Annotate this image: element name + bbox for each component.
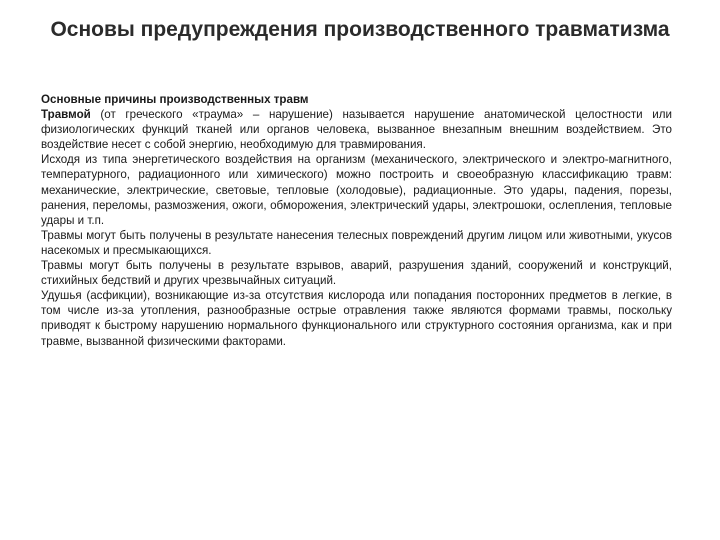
definition-text: (от греческого «траума» – нарушение) называется нарушение анатомической целостности или физиологических функций тканей или органов человека, вызванное внезапным внешним воздействием. Это воздействие несет с собой энергию, необходимую для травмирования. <box>41 108 672 152</box>
paragraph-classification: Исходя из типа энергетического воздействия на организм (механического, электрического и электро-магнитного, температурного, радиационного или химического) можно построить и своеобразную классификацию травм: механические, электрические, световые, тепловые (холодовые), радиационные. Это удары, падения, порезы, ранения, переломы, размозжения, ожоги, обморожения, электрический удары, электрошоки, ослепления, тепловые удары и т.п. <box>41 153 672 227</box>
paragraph-emergencies: Травмы могут быть получены в результате взрывов, аварий, разрушения зданий, сооружений и конструкций, стихийных бедствий и других чрезвычайных ситуаций. <box>41 259 672 288</box>
paragraph-asphyxia: Удушья (асфикции), возникающие из-за отсутствия кислорода или попадания посторонних предметов в легкие, в том числе из-за утопления, разнообразные острые отравления также являются формами травмы, поскольку приводят к быстрому нарушению нормального функционального или структурного состояния организма, как и при травме, вызванной физическими факторами. <box>41 289 672 348</box>
section-subtitle: Основные причины производственных травм <box>41 93 309 106</box>
definition-term: Травмой <box>41 108 91 122</box>
paragraph-injury-by-others: Травмы могут быть получены в результате нанесения телесных повреждений другим лицом или животными, укусов насекомых и пресмыкающихся. <box>41 228 672 257</box>
slide-title: Основы предупреждения производственного травматизма <box>50 18 670 41</box>
definition-paragraph <box>41 107 672 152</box>
slide-body <box>41 92 672 349</box>
